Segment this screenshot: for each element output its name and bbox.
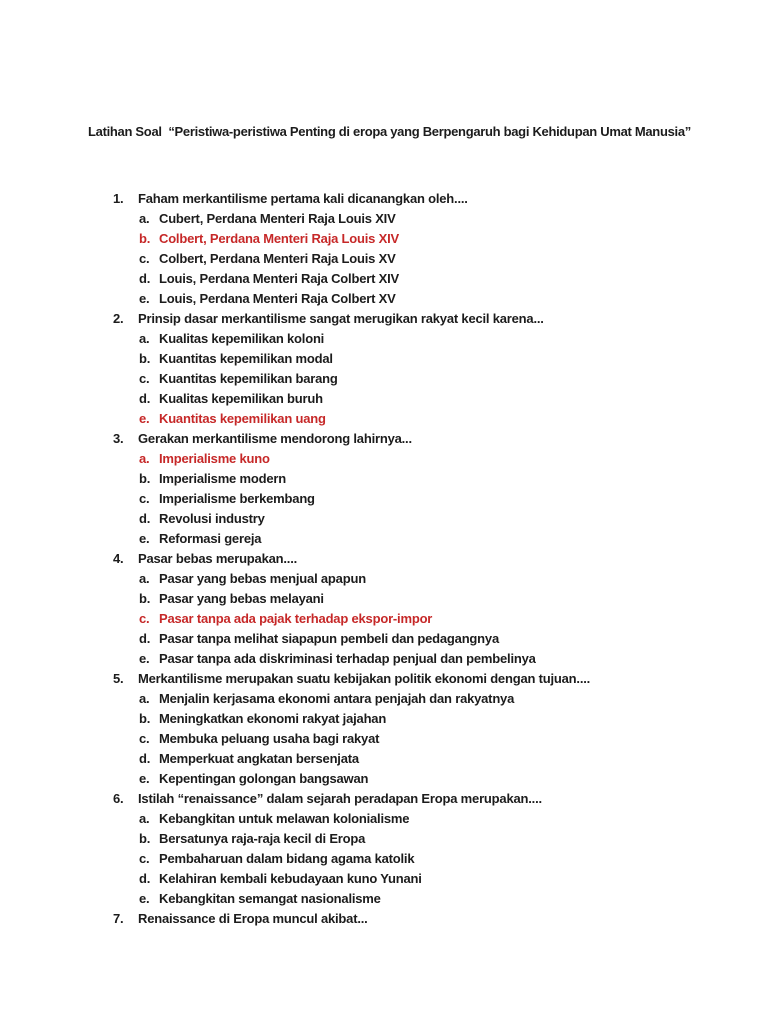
question-4-option-a: [0, 569, 768, 589]
question-4-option-c: [0, 609, 768, 629]
question-number: 5.: [113, 671, 124, 686]
question-6-option-d: [0, 869, 768, 889]
option-label: Kuantitas kepemilikan uang: [159, 411, 326, 426]
option-label: Membuka peluang usaha bagi rakyat: [159, 731, 380, 746]
option-letter: b.: [139, 231, 151, 246]
question-5-option-c: [0, 729, 768, 749]
option-letter: c.: [139, 611, 150, 626]
question-3-option-c: [0, 489, 768, 509]
question-2-option-e: [0, 409, 768, 429]
option-label: Revolusi industry: [159, 511, 265, 526]
question-4-option-d: [0, 629, 768, 649]
option-letter: e.: [139, 771, 150, 786]
option-letter: b.: [139, 591, 151, 606]
question-label: Istilah “renaissance” dalam sejarah peradapan Eropa merupakan....: [138, 791, 542, 806]
option-label: Imperialisme modern: [159, 471, 286, 486]
option-letter: a.: [139, 811, 150, 826]
question-3-option-e: [0, 529, 768, 549]
question-1-option-d: [0, 269, 768, 289]
option-label: Kepentingan golongan bangsawan: [159, 771, 369, 786]
question-label: Prinsip dasar merkantilisme sangat merugikan rakyat kecil karena...: [138, 311, 544, 326]
option-label: Cubert, Perdana Menteri Raja Louis XIV: [159, 211, 396, 226]
question-3-option-d: [0, 509, 768, 529]
option-label: Pasar yang bebas melayani: [159, 591, 324, 606]
question-4-option-b: [0, 589, 768, 609]
option-label: Louis, Perdana Menteri Raja Colbert XV: [159, 291, 396, 306]
question-number: 1.: [113, 191, 124, 206]
option-label: Pembaharuan dalam bidang agama katolik: [159, 851, 415, 866]
option-label: Kelahiran kembali kebudayaan kuno Yunani: [159, 871, 422, 886]
option-label: Imperialisme berkembang: [159, 491, 315, 506]
option-letter: c.: [139, 251, 150, 266]
option-letter: d.: [139, 511, 151, 526]
option-label: Pasar tanpa ada pajak terhadap ekspor-impor: [159, 611, 433, 626]
option-letter: c.: [139, 851, 150, 866]
option-letter: e.: [139, 891, 150, 906]
question-5-option-d: [0, 749, 768, 769]
option-letter: a.: [139, 451, 150, 466]
option-letter: e.: [139, 531, 150, 546]
question-1: [0, 189, 768, 309]
question-6-option-a: [0, 809, 768, 829]
option-letter: e.: [139, 411, 150, 426]
questions-list: [0, 189, 768, 929]
question-5: [0, 669, 768, 789]
option-letter: b.: [139, 471, 151, 486]
question-4-option-e: [0, 649, 768, 669]
document-title: Latihan Soal “Peristiwa-peristiwa Penting di eropa yang Berpengaruh bagi Kehidupan Umat Manusia”: [88, 124, 691, 139]
option-letter: d.: [139, 271, 151, 286]
question-6-option-e: [0, 889, 768, 909]
question-5-option-a: [0, 689, 768, 709]
option-label: Kebangkitan untuk melawan kolonialisme: [159, 811, 410, 826]
option-letter: a.: [139, 331, 150, 346]
option-label: Kuantitas kepemilikan barang: [159, 371, 338, 386]
question-6-text: [0, 789, 768, 809]
option-label: Pasar tanpa melihat siapapun pembeli dan pedagangnya: [159, 631, 499, 646]
question-label: Gerakan merkantilisme mendorong lahirnya...: [138, 431, 412, 446]
question-number: 6.: [113, 791, 124, 806]
option-letter: c.: [139, 371, 150, 386]
question-6: [0, 789, 768, 909]
option-label: Meningkatkan ekonomi rakyat jajahan: [159, 711, 387, 726]
question-number: 4.: [113, 551, 124, 566]
option-letter: c.: [139, 491, 150, 506]
option-letter: e.: [139, 651, 150, 666]
option-label: Imperialisme kuno: [159, 451, 270, 466]
option-letter: b.: [139, 831, 151, 846]
question-3-option-b: [0, 469, 768, 489]
question-1-text: [0, 189, 768, 209]
question-3-text: [0, 429, 768, 449]
question-6-option-c: [0, 849, 768, 869]
option-label: Colbert, Perdana Menteri Raja Louis XIV: [159, 231, 399, 246]
question-5-text: [0, 669, 768, 689]
question-5-option-e: [0, 769, 768, 789]
question-1-option-b: [0, 229, 768, 249]
question-number: 7.: [113, 911, 124, 926]
question-number: 2.: [113, 311, 124, 326]
question-3: [0, 429, 768, 549]
option-label: Colbert, Perdana Menteri Raja Louis XV: [159, 251, 396, 266]
option-letter: b.: [139, 351, 151, 366]
option-letter: d.: [139, 631, 151, 646]
option-letter: c.: [139, 731, 150, 746]
option-label: Memperkuat angkatan bersenjata: [159, 751, 359, 766]
question-label: Merkantilisme merupakan suatu kebijakan politik ekonomi dengan tujuan....: [138, 671, 591, 686]
option-label: Kualitas kepemilikan koloni: [159, 331, 325, 346]
question-label: Pasar bebas merupakan....: [138, 551, 298, 566]
option-letter: a.: [139, 691, 150, 706]
option-letter: a.: [139, 571, 150, 586]
question-5-option-b: [0, 709, 768, 729]
question-7-text: [0, 909, 768, 929]
question-3-option-a: [0, 449, 768, 469]
option-letter: d.: [139, 751, 151, 766]
option-label: Pasar tanpa ada diskriminasi terhadap penjual dan pembelinya: [159, 651, 536, 666]
option-label: Bersatunya raja-raja kecil di Eropa: [159, 831, 366, 846]
question-2-option-a: [0, 329, 768, 349]
question-2-option-b: [0, 349, 768, 369]
option-letter: d.: [139, 391, 151, 406]
option-letter: a.: [139, 211, 150, 226]
question-4-text: [0, 549, 768, 569]
question-2: [0, 309, 768, 429]
option-label: Pasar yang bebas menjual apapun: [159, 571, 366, 586]
option-label: Kualitas kepemilikan buruh: [159, 391, 323, 406]
option-label: Kebangkitan semangat nasionalisme: [159, 891, 381, 906]
option-letter: d.: [139, 871, 151, 886]
option-letter: b.: [139, 711, 151, 726]
question-4: [0, 549, 768, 669]
option-letter: e.: [139, 291, 150, 306]
question-1-option-e: [0, 289, 768, 309]
option-label: Menjalin kerjasama ekonomi antara penjajah dan rakyatnya: [159, 691, 515, 706]
question-number: 3.: [113, 431, 124, 446]
question-6-option-b: [0, 829, 768, 849]
question-2-option-c: [0, 369, 768, 389]
question-1-option-c: [0, 249, 768, 269]
option-label: Reformasi gereja: [159, 531, 262, 546]
question-2-text: [0, 309, 768, 329]
option-label: Kuantitas kepemilikan modal: [159, 351, 333, 366]
question-label: Renaissance di Eropa muncul akibat...: [138, 911, 368, 926]
question-1-option-a: [0, 209, 768, 229]
option-label: Louis, Perdana Menteri Raja Colbert XIV: [159, 271, 399, 286]
question-2-option-d: [0, 389, 768, 409]
question-7: [0, 909, 768, 929]
question-label: Faham merkantilisme pertama kali dicanangkan oleh....: [138, 191, 468, 206]
